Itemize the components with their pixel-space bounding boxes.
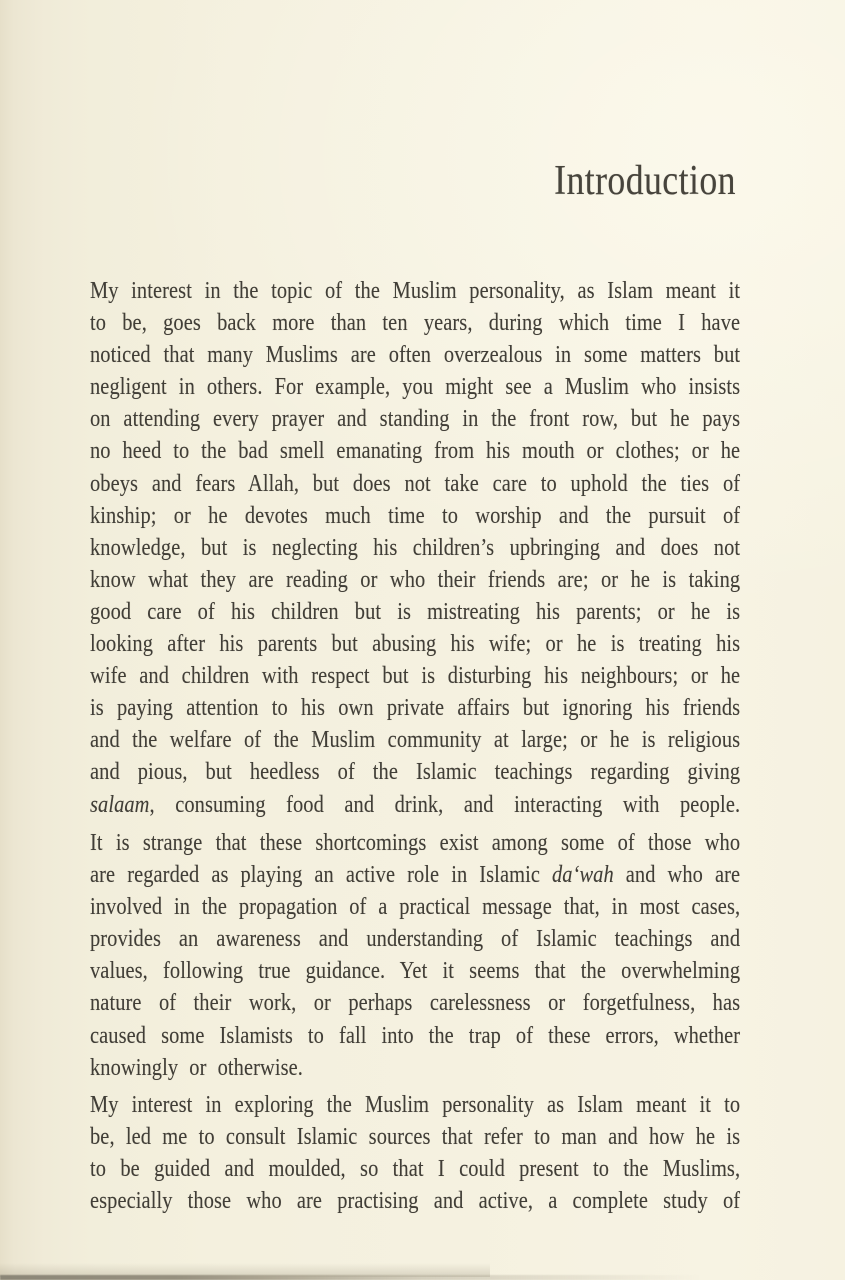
text-line: nature of their work, or perhaps carelessness or forgetfulness, has bbox=[90, 990, 741, 1017]
text-line: are regarded as playing an active role in Islamic da‘wah and who are bbox=[90, 862, 741, 889]
paragraph bbox=[90, 827, 740, 1084]
text-line: wife and children with respect but is disturbing his neighbours; or he bbox=[90, 663, 741, 690]
text-line: looking after his parents but abusing his wife; or he is treating his bbox=[90, 631, 741, 658]
text-line: especially those who are practising and active, a complete study of bbox=[90, 1188, 741, 1215]
text-line: kinship; or he devotes much time to worship and the pursuit of bbox=[90, 502, 741, 529]
text-line: on attending every prayer and standing in the front row, but he pays bbox=[90, 406, 741, 433]
text-line: values, following true guidance. Yet it seems that the overwhelming bbox=[90, 958, 741, 985]
text-line: to be guided and moulded, so that I could present to the Muslims, bbox=[90, 1156, 741, 1183]
text-line: involved in the propagation of a practical message that, in most cases, bbox=[90, 894, 741, 921]
scan-edge-artifact bbox=[0, 1275, 700, 1280]
text-line: good care of his children but is mistreating his parents; or he is bbox=[90, 598, 741, 625]
text-line: know what they are reading or who their friends are; or he is taking bbox=[90, 566, 741, 593]
text-line: obeys and fears Allah, but does not take care to uphold the ties of bbox=[90, 470, 741, 497]
text-line: caused some Islamists to fall into the trap of these errors, whether bbox=[90, 1022, 741, 1049]
paragraph bbox=[90, 1089, 740, 1217]
text-line: no heed to the bad smell emanating from his mouth or clothes; or he bbox=[90, 438, 741, 465]
text-line: salaam, consuming food and drink, and interacting with people. bbox=[90, 791, 741, 818]
text-line: knowledge, but is neglecting his children’s upbringing and does not bbox=[90, 534, 741, 561]
paragraph bbox=[90, 275, 740, 821]
text-line: My interest in exploring the Muslim personality as Islam meant it to bbox=[90, 1092, 741, 1118]
chapter-title: Introduction bbox=[554, 158, 736, 204]
text-line: and the welfare of the Muslim community at large; or he is religious bbox=[90, 727, 741, 754]
page-content bbox=[90, 0, 740, 1280]
text-line: It is strange that these shortcomings exist among some of those who bbox=[90, 830, 741, 856]
text-line: knowingly or otherwise. bbox=[90, 1054, 303, 1081]
text-line: My interest in the topic of the Muslim personality, as Islam meant it bbox=[90, 278, 741, 304]
text-line: noticed that many Muslims are often overzealous in some matters but bbox=[90, 342, 741, 369]
text-line: negligent in others. For example, you might see a Muslim who insists bbox=[90, 374, 741, 401]
text-line: provides an awareness and understanding of Islamic teachings and bbox=[90, 926, 741, 953]
text-line: to be, goes back more than ten years, during which time I have bbox=[90, 310, 741, 337]
text-line: be, led me to consult Islamic sources that refer to man and how he is bbox=[90, 1124, 741, 1151]
text-line: and pious, but heedless of the Islamic teachings regarding giving bbox=[90, 759, 741, 786]
text-line: is paying attention to his own private affairs but ignoring his friends bbox=[90, 695, 741, 722]
